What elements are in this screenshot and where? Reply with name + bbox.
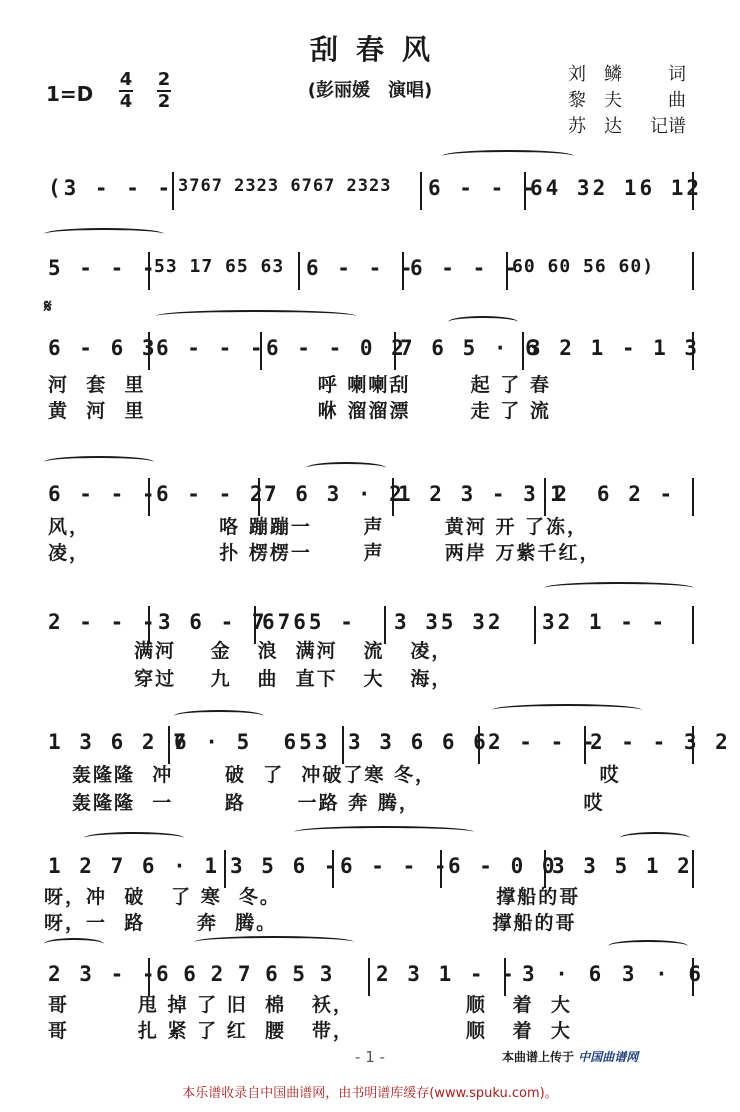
measure: 2 3 1 - - bbox=[376, 962, 517, 986]
lyric-line-2: 穿过 九 曲 直下 大 海， bbox=[48, 668, 453, 690]
song-title: 刮春风 bbox=[309, 33, 448, 66]
performer-line: (彭丽媛 演唱) bbox=[307, 80, 433, 101]
lyric-line-1: 风， 咯 蹦蹦一 声 黄河 开 了冻， bbox=[48, 516, 589, 538]
slur bbox=[448, 316, 518, 328]
lyric-line-1: 呀，冲 破 了 寒 冬。 撑船的哥 bbox=[44, 886, 581, 908]
slur bbox=[84, 832, 184, 844]
measure: 3 · 6 3 · 6 bbox=[522, 962, 706, 986]
measure: 7 6 3 · 2 bbox=[264, 482, 405, 506]
key-signature: 1=D bbox=[46, 82, 94, 106]
time-signature-1: 4 4 bbox=[119, 69, 133, 112]
slur bbox=[194, 936, 354, 948]
lyric-line-2: 呀，一 路 奔 腾。 撑船的哥 bbox=[44, 912, 577, 934]
measure: 3 2 1 - 1 3 bbox=[528, 336, 701, 360]
lyric-line-2: 哥 扎 紧 了 红 腰 带， 顺 着 大 bbox=[48, 1020, 572, 1042]
slur bbox=[294, 826, 474, 838]
slur bbox=[492, 704, 642, 716]
measure: 3 3 6 6 6 bbox=[348, 730, 489, 754]
measure: 3 3 5 1 2 bbox=[552, 854, 693, 878]
measure: 1 6 2 - bbox=[550, 482, 676, 506]
lyric-line-1: 河 套 里 呼 喇喇刮 起 了 春 bbox=[48, 374, 551, 396]
measure: 6 - - 2 bbox=[156, 482, 266, 506]
measure: 7 6 5 · 6 bbox=[400, 336, 541, 360]
lyric-line-2: 黄 河 里 咻 溜溜漂 走 了 流 bbox=[48, 400, 551, 422]
slur bbox=[174, 710, 264, 722]
slur bbox=[44, 456, 154, 468]
measure: 6765 - bbox=[262, 610, 356, 634]
measure: 2 - - - bbox=[48, 610, 158, 634]
segno-sign: 𝄋 bbox=[44, 296, 52, 317]
slur bbox=[620, 832, 690, 844]
slur bbox=[156, 310, 356, 322]
lyric-line-1: 满河 金 浪 满河 流 凌， bbox=[48, 640, 453, 662]
measure: 6 - - 0 2 bbox=[266, 336, 407, 360]
slur bbox=[544, 582, 694, 594]
footer-source: 本乐谱收录自中国曲谱网，由书明谱库缓存(www.spuku.com)。 bbox=[182, 1086, 558, 1101]
credit-composer: 黎 夫 曲 bbox=[568, 90, 686, 111]
measure: 6 - 6 3 bbox=[48, 336, 158, 360]
measure: 2 - - - bbox=[488, 730, 598, 754]
measure: 3 6 - 7 bbox=[158, 610, 268, 634]
measure: 6 - - - bbox=[156, 336, 266, 360]
lyric-line-1: 哥 甩 掉 了 旧 棉 袄， 顺 着 大 bbox=[48, 994, 572, 1016]
measure: 2 3 - - bbox=[48, 962, 158, 986]
time-signature-2: 2 2 bbox=[157, 69, 171, 112]
lyric-line-2: 轰隆隆 一 路 一路 奔 腾， 哎 bbox=[72, 792, 605, 814]
measure: 6 - - - bbox=[428, 176, 538, 200]
lyric-line-1: 轰隆隆 冲 破 了 冲破了寒 冬， 哎 bbox=[72, 764, 621, 786]
credit-lyricist: 刘 鳞 词 bbox=[568, 64, 686, 85]
upload-notice: 本曲谱上传于 中国曲谱网 bbox=[502, 1050, 639, 1064]
measure: 3 35 32 bbox=[394, 610, 504, 634]
measure: 6 6 2 7 6 5 3 bbox=[156, 962, 334, 986]
measure: 53 17 65 63 bbox=[154, 256, 285, 277]
measure: 2 - - 3 2 bbox=[590, 730, 731, 754]
measure: 32 1 - - bbox=[542, 610, 668, 634]
measure: 1 2 3 - 3 2 bbox=[398, 482, 571, 506]
measure: 6 - 0 0 bbox=[448, 854, 558, 878]
measure: 6 - - - bbox=[340, 854, 450, 878]
site-logo: 中国曲谱网 bbox=[578, 1050, 639, 1064]
slur bbox=[442, 150, 574, 162]
slur bbox=[306, 462, 386, 474]
measure: 1 2 7 6 · 1 bbox=[48, 854, 221, 878]
page-number: - 1 - bbox=[355, 1048, 385, 1066]
measure: (3 - - - bbox=[48, 176, 174, 200]
credits-block bbox=[568, 62, 686, 140]
measure: 6 · 5 653 bbox=[174, 730, 331, 754]
lyric-line-2: 凌， 扑 楞楞一 声 两岸 万紫千红， bbox=[48, 542, 601, 564]
credit-transcriber: 苏 达 记谱 bbox=[568, 116, 686, 137]
measure: 1 3 6 2 7 bbox=[48, 730, 189, 754]
measure: 64 32 16 12 bbox=[530, 176, 703, 200]
slur bbox=[44, 938, 104, 950]
measure: 6 - - - bbox=[410, 256, 520, 280]
slur bbox=[44, 228, 164, 240]
measure: 3 5 6 - bbox=[230, 854, 340, 878]
measure: 60 60 56 60) bbox=[512, 256, 655, 277]
measure: 6 - - - bbox=[48, 482, 158, 506]
measure: 6 - - - bbox=[306, 256, 416, 280]
slur bbox=[608, 940, 688, 952]
measure: 3767 2323 6767 2323 bbox=[178, 176, 392, 196]
measure: 5 - - - bbox=[48, 256, 158, 280]
